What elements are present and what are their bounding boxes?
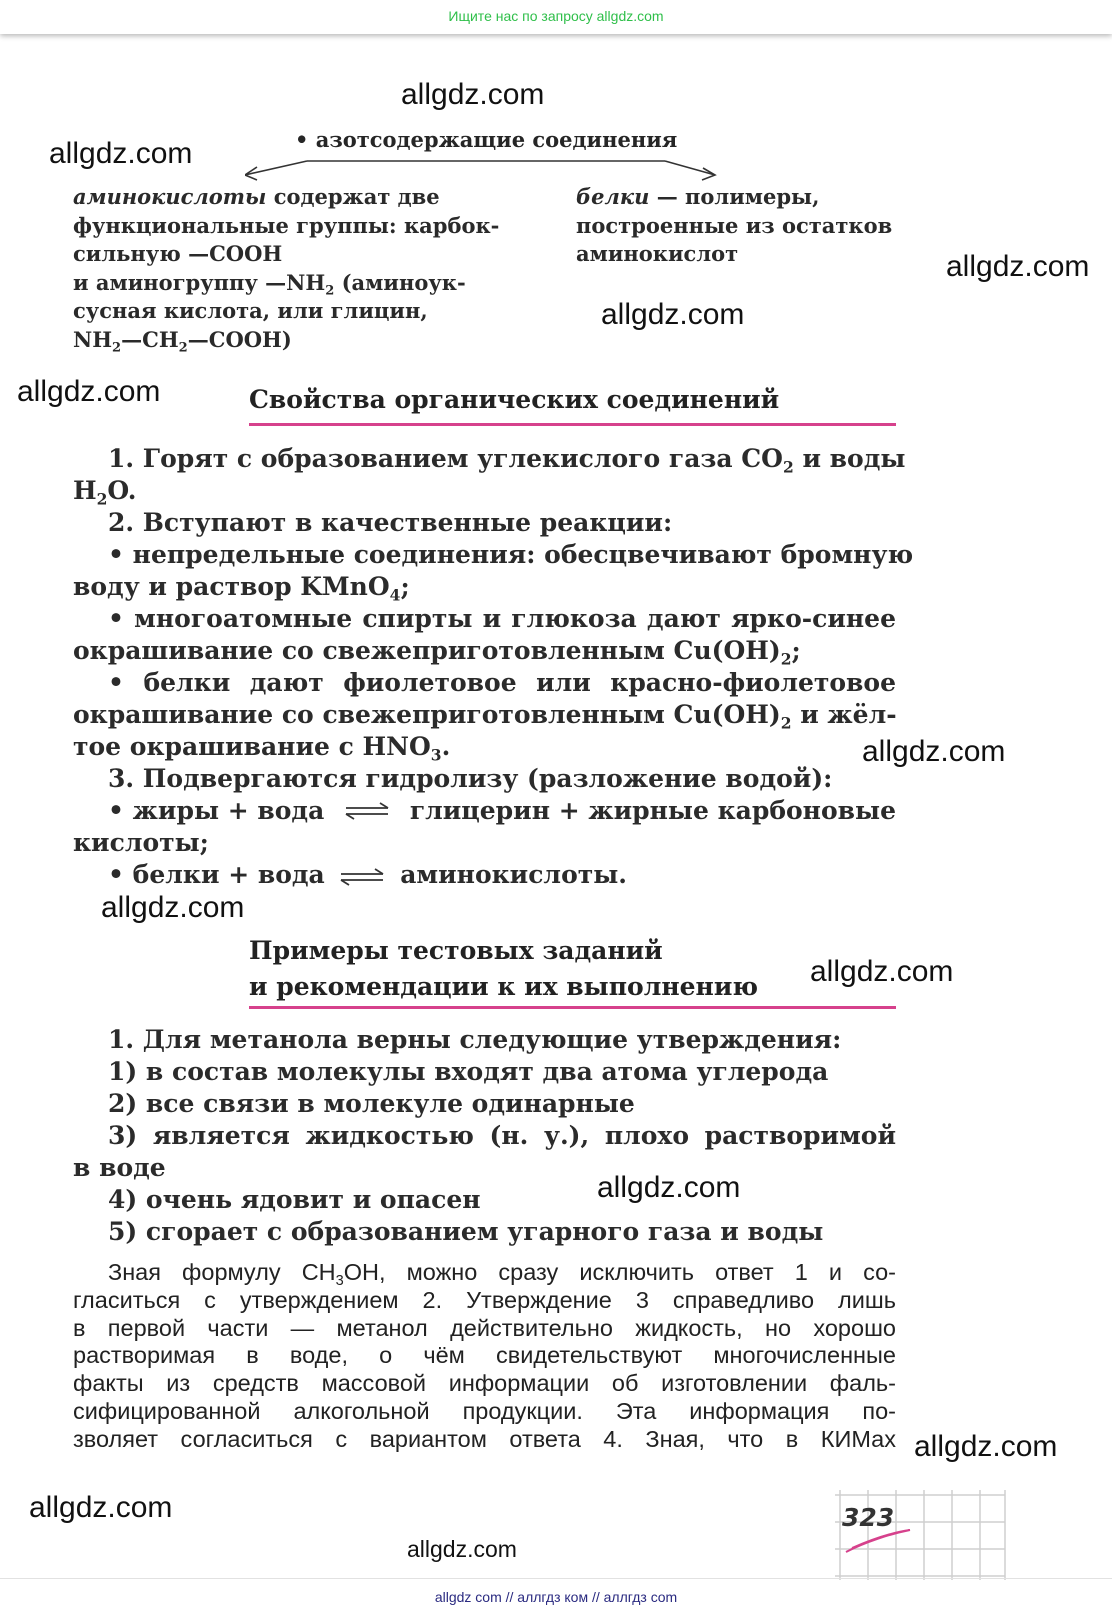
proteins-term: белки — [576, 184, 650, 209]
amino-acids-term: аминокислоты — [73, 184, 267, 209]
watermark: allgdz.com — [946, 250, 1090, 283]
subscript: 2 — [96, 489, 108, 509]
explanation-paragraph — [73, 1259, 896, 1454]
text-span: и аминогруппу —NH — [73, 269, 326, 295]
text-line — [73, 699, 896, 731]
section-title-examples — [249, 933, 758, 1005]
equation-left: • жиры + вода — [108, 796, 325, 826]
page-number: 323 — [842, 1503, 895, 1532]
text-span: . — [441, 732, 451, 761]
text-span: NH — [73, 326, 113, 352]
text-line — [73, 859, 896, 891]
title-underline — [249, 1006, 896, 1009]
subscript: 4 — [389, 585, 401, 605]
subscript: 2 — [780, 649, 792, 669]
text-line: • белки дают фиолетовое или красно-фиолетовое — [108, 668, 896, 697]
watermark: allgdz.com — [597, 1171, 741, 1204]
branch-arrows — [245, 155, 725, 185]
properties-body — [73, 443, 914, 891]
text-span: окрашивание со свежеприготовленным Cu(OH) — [73, 636, 781, 665]
nitrogen-heading: • азотсодержащие соединения — [295, 127, 678, 152]
watermark: allgdz.com — [49, 137, 193, 170]
answer-option: 2) все связи в молекуле одинарные — [108, 1089, 635, 1118]
text-line: аминокислот — [576, 241, 739, 266]
text-span: и воды — [793, 444, 906, 473]
text-span: —CH — [121, 326, 179, 352]
watermark: allgdz.com — [101, 891, 245, 924]
text-span: OH, можно сразу исключить ответ 1 и со- — [343, 1259, 896, 1285]
text-line — [73, 475, 896, 507]
proteins-text — [576, 183, 892, 269]
subscript: 3 — [430, 745, 442, 765]
watermark: allgdz.com — [914, 1430, 1058, 1463]
top-banner[interactable]: Ищите нас по запросу allgdz.com — [0, 0, 1112, 34]
text-line: факты из средств массовой информации об изготовлении фаль- — [73, 1370, 896, 1397]
text-span: H — [73, 476, 97, 505]
watermark: allgdz.com — [401, 78, 545, 111]
text-line: сифицированной алкогольной продукции. Эта информация по- — [73, 1397, 896, 1424]
text-line — [73, 635, 896, 667]
text-span: содержат две — [266, 184, 440, 209]
subscript: 2 — [178, 340, 188, 356]
text-span: — полимеры, — [649, 184, 820, 209]
subscript: 3 — [335, 1273, 344, 1290]
text-span: ; — [400, 572, 410, 601]
equilibrium-arrow-icon — [344, 801, 390, 821]
text-span: —COOH) — [187, 326, 292, 352]
subscript: 2 — [325, 283, 335, 299]
text-line: сильную —COOH — [73, 241, 283, 266]
text-span: (аминоук- — [334, 269, 466, 295]
text-line — [73, 731, 896, 763]
text-line: 2. Вступают в качественные реакции: — [108, 508, 673, 537]
equilibrium-arrow-icon — [339, 867, 385, 887]
answer-option-cont: в воде — [73, 1153, 166, 1182]
watermark: allgdz.com — [862, 735, 1006, 768]
watermark: allgdz.com — [407, 1536, 517, 1562]
text-span: ; — [791, 636, 801, 665]
subscript: 2 — [780, 713, 792, 733]
amino-acids-text — [73, 183, 499, 354]
watermark: allgdz.com — [17, 375, 161, 408]
section-title-properties: Свойства органических соединений — [249, 385, 780, 414]
answer-option: 5) сгорает с образованием угарного газа и воды — [108, 1217, 824, 1246]
text-line: растворимая в воде, о чём свидетельствуют многочисленные — [73, 1342, 896, 1369]
text-line — [73, 571, 896, 603]
answer-option: 3) является жидкостью (н. у.), плохо растворимой — [108, 1121, 896, 1150]
text-line: 3. Подвергаются гидролизу (разложение водой): — [108, 764, 833, 793]
text-line: построенные из остатков — [576, 212, 893, 238]
text-line — [73, 443, 906, 477]
text-line: функциональные группы: карбок- — [73, 212, 500, 238]
watermark: allgdz.com — [810, 955, 954, 988]
text-span: O. — [107, 476, 137, 505]
text-line: зволяет согласиться с вариантом ответа 4. Зная, что в КИМах — [73, 1425, 896, 1452]
equation-left: • белки + вода — [108, 860, 325, 889]
text-line — [73, 1259, 896, 1290]
question-text: 1. Для метанола верны следующие утверждения: — [108, 1025, 842, 1054]
footer-links[interactable]: allgdz com // аллгдз ком // аллгдз com — [0, 1578, 1112, 1615]
answer-option: 1) в состав молекулы входят два атома углерода — [108, 1057, 829, 1086]
title-line: и рекомендации к их выполнению — [249, 972, 759, 1001]
text-line: • непредельные соединения: обесцвечивают бромную — [108, 540, 914, 569]
text-line: сусная кислота, или глицин, — [73, 298, 428, 323]
text-line: гласиться с утверждением 2. Утверждение 3 справедливо лишь — [73, 1286, 896, 1313]
text-span: и жёл- — [791, 700, 897, 729]
watermark: allgdz.com — [601, 298, 745, 331]
text-span: воду и раствор KMnO — [73, 572, 390, 601]
text-span: окрашивание со свежеприготовленным Cu(OH) — [73, 700, 781, 729]
text-span: 1. Горят с образованием углекислого газа CO — [108, 444, 783, 473]
text-line — [73, 795, 896, 827]
text-line: кислоты; — [73, 828, 209, 857]
test-question — [73, 1024, 896, 1248]
text-line: • многоатомные спирты и глюкоза дают ярко-синее — [108, 604, 896, 633]
subscript: 2 — [112, 340, 122, 356]
subscript: 2 — [782, 457, 794, 477]
watermark: allgdz.com — [29, 1491, 173, 1524]
text-span: Зная формулу CH — [108, 1259, 336, 1285]
text-line: в первой части — метанол действительно жидкость, но хорошо — [73, 1314, 896, 1341]
title-underline — [249, 423, 896, 426]
title-line: Примеры тестовых заданий — [249, 936, 663, 965]
equation-right: аминокислоты. — [400, 860, 627, 889]
equation-right: глицерин + жирные карбоновые — [409, 796, 896, 826]
text-span: тое окрашивание с HNO — [73, 732, 431, 761]
answer-option: 4) очень ядовит и опасен — [108, 1185, 481, 1214]
